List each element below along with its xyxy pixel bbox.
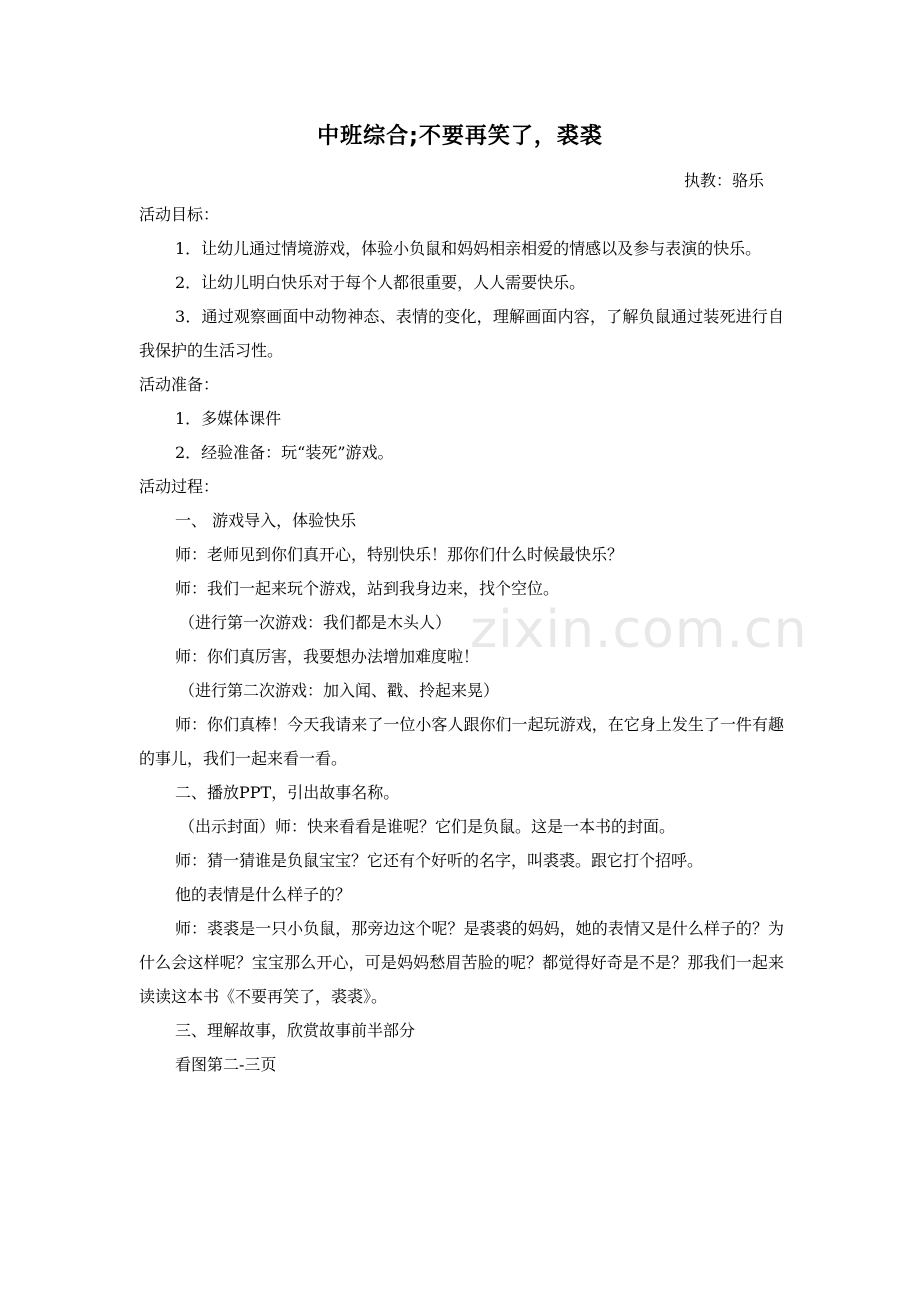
dialogue-line: 师：我们一起来玩个游戏，站到我身边来，找个空位。 [175,579,560,598]
process-step-2: 二、播放PPT，引出故事名称。 [175,783,400,802]
prep-item-2: 2．经验准备：玩“装死”游戏。 [175,443,394,462]
dialogue-line: 师：老师见到你们真开心，特别快乐！那你们什么时候最快乐？ [175,545,624,564]
prep-item-1: 1．多媒体课件 [175,409,282,428]
stage-note: （进行第一次游戏：我们都是木头人） [179,613,452,632]
dialogue-line: 他的表情是什么样子的？ [175,885,352,904]
goal-item-3: 3．通过观察画面中动物神态、表情的变化，理解画面内容，了解负鼠通过装死进行自我保护的生活习性。 [139,307,784,360]
goal-item-1: 1．让幼儿通过情境游戏，体验小负鼠和妈妈相亲相爱的情感以及参与表演的快乐。 [175,239,762,258]
dialogue-line: （出示封面）师：快来看看是谁呢？它们是负鼠。这是一本书的封面。 [179,817,676,836]
goals-heading: 活动目标： [139,205,220,224]
teacher-credit: 执教：骆乐 [683,171,764,190]
process-step-3: 三、理解故事，欣赏故事前半部分 [175,1021,416,1040]
stage-note: （进行第二次游戏：加入闻、戳、拎起来晃） [179,681,500,700]
document-body [139,198,784,1082]
dialogue-paragraph: 师：你们真棒！今天我请来了一位小客人跟你们一起玩游戏，在它身上发生了一件有趣的事儿，我们一起来看一看。 [139,715,784,768]
dialogue-line: 师：猜一猜谁是负鼠宝宝？它还有个好听的名字，叫裘裘。跟它打个招呼。 [175,851,704,870]
process-step-1: 一、 游戏导入，体验快乐 [175,511,357,530]
prep-heading: 活动准备： [139,375,220,394]
process-heading: 活动过程： [139,477,220,496]
goal-item-2: 2．让幼儿明白快乐对于每个人都很重要，人人需要快乐。 [175,273,586,292]
dialogue-line: 师：你们真厉害，我要想办法增加难度啦！ [175,647,480,666]
document-title: 中班综合;不要再笑了，裘裘 [317,124,603,149]
dialogue-paragraph: 师：裘裘是一只小负鼠，那旁边这个呢？是裘裘的妈妈，她的表情又是什么样子的？为什么会这样呢？宝宝那么开心，可是妈妈愁眉苦脸的呢？都觉得好奇是不是？那我们一起来读读这本书《不要再笑了，裘裘》。 [139,919,784,1006]
dialogue-line: 看图第二-三页 [175,1055,277,1074]
watermark: zixin.com.cn [470,600,808,660]
